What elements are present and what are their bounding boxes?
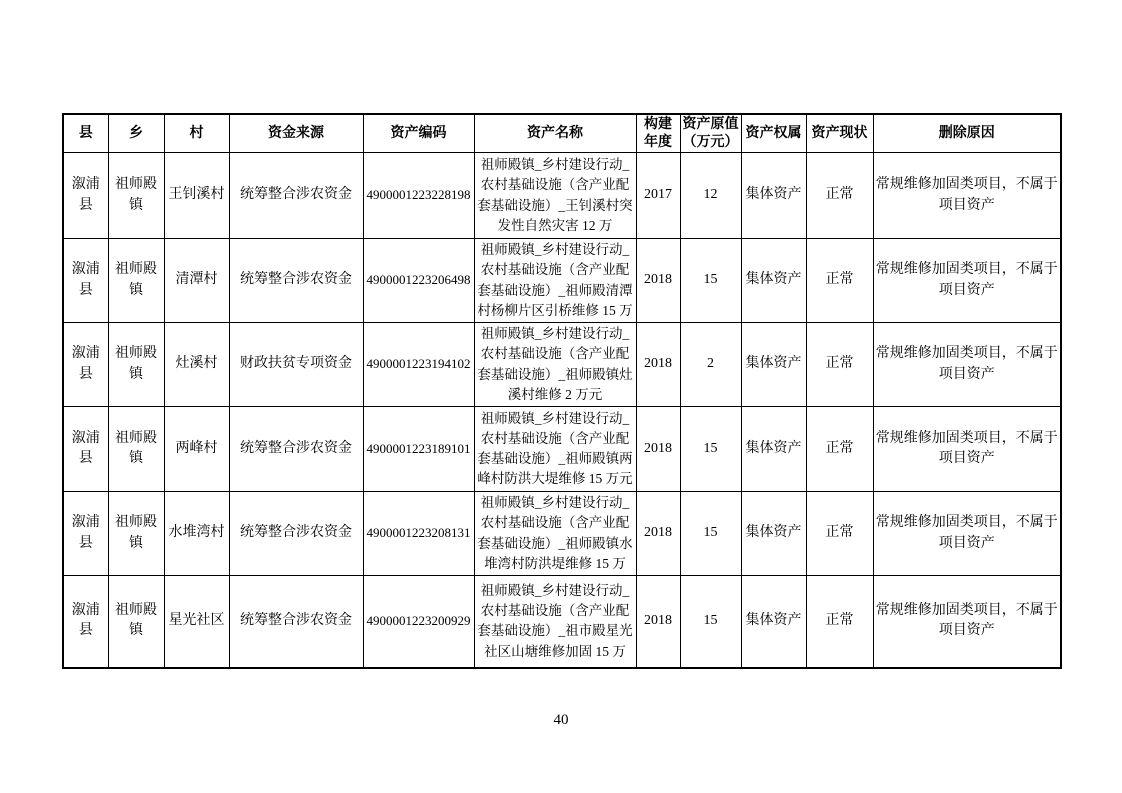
table-cell: 溆浦县 bbox=[63, 407, 108, 492]
column-header: 构建年度 bbox=[636, 114, 680, 153]
table-cell: 统筹整合涉农资金 bbox=[229, 153, 363, 239]
table-cell: 溆浦县 bbox=[63, 239, 108, 323]
table-row bbox=[63, 492, 1061, 576]
table-cell: 正常 bbox=[806, 323, 873, 407]
table-cell: 4900001223206498 bbox=[363, 239, 474, 323]
table-row bbox=[63, 239, 1061, 323]
table-cell: 集体资产 bbox=[741, 492, 806, 576]
table-cell: 集体资产 bbox=[741, 153, 806, 239]
table-cell: 星光社区 bbox=[164, 576, 229, 668]
table-cell: 祖师殿镇_乡村建设行动_农村基础设施（含产业配套基础设施）_王钊溪村突发性自然灾害 12 万 bbox=[474, 153, 636, 239]
table-cell: 财政扶贫专项资金 bbox=[229, 323, 363, 407]
table-cell: 正常 bbox=[806, 576, 873, 668]
asset-table bbox=[62, 113, 1062, 669]
table-row bbox=[63, 323, 1061, 407]
table-cell: 统筹整合涉农资金 bbox=[229, 492, 363, 576]
table-cell: 集体资产 bbox=[741, 239, 806, 323]
table-cell: 正常 bbox=[806, 153, 873, 239]
table-cell: 集体资产 bbox=[741, 576, 806, 668]
table-cell: 祖师殿镇_乡村建设行动_农村基础设施（含产业配套基础设施）_祖师殿镇两峰村防洪大堤维修 15 万元 bbox=[474, 407, 636, 492]
table-cell: 4900001223208131 bbox=[363, 492, 474, 576]
column-header: 县 bbox=[63, 114, 108, 153]
table-cell: 两峰村 bbox=[164, 407, 229, 492]
table-cell: 清潭村 bbox=[164, 239, 229, 323]
table-cell: 2018 bbox=[636, 239, 680, 323]
table-cell: 溆浦县 bbox=[63, 153, 108, 239]
table-cell: 祖师殿镇 bbox=[108, 407, 164, 492]
table-cell: 祖师殿镇_乡村建设行动_农村基础设施（含产业配套基础设施）_祖师殿镇水堆湾村防洪堤维修 15 万 bbox=[474, 492, 636, 576]
table-cell: 集体资产 bbox=[741, 323, 806, 407]
table-cell: 15 bbox=[680, 492, 741, 576]
table-cell: 2 bbox=[680, 323, 741, 407]
table-cell: 2018 bbox=[636, 323, 680, 407]
column-header: 村 bbox=[164, 114, 229, 153]
table-row bbox=[63, 407, 1061, 492]
column-header: 删除原因 bbox=[873, 114, 1061, 153]
table-cell: 4900001223189101 bbox=[363, 407, 474, 492]
table-cell: 祖师殿镇_乡村建设行动_农村基础设施（含产业配套基础设施）_祖师殿镇灶溪村维修 2 万元 bbox=[474, 323, 636, 407]
table-cell: 正常 bbox=[806, 407, 873, 492]
table-row bbox=[63, 576, 1061, 668]
table-cell: 集体资产 bbox=[741, 407, 806, 492]
table-cell: 常规维修加固类项目，不属于项目资产 bbox=[873, 492, 1061, 576]
page-number: 40 bbox=[553, 712, 569, 728]
table-cell: 灶溪村 bbox=[164, 323, 229, 407]
table-cell: 15 bbox=[680, 407, 741, 492]
table-cell: 统筹整合涉农资金 bbox=[229, 576, 363, 668]
table-cell: 2017 bbox=[636, 153, 680, 239]
table-cell: 祖师殿镇 bbox=[108, 323, 164, 407]
table-cell: 常规维修加固类项目，不属于项目资产 bbox=[873, 323, 1061, 407]
table-cell: 溆浦县 bbox=[63, 492, 108, 576]
table-cell: 15 bbox=[680, 576, 741, 668]
column-header: 资产现状 bbox=[806, 114, 873, 153]
table-cell: 4900001223228198 bbox=[363, 153, 474, 239]
table-cell: 祖师殿镇_乡村建设行动_农村基础设施（含产业配套基础设施）_祖师殿清潭村杨柳片区引桥维修 15 万 bbox=[474, 239, 636, 323]
table-cell: 12 bbox=[680, 153, 741, 239]
table-body bbox=[63, 153, 1061, 668]
table-cell: 祖师殿镇 bbox=[108, 492, 164, 576]
table-header-row bbox=[63, 114, 1061, 153]
table-cell: 2018 bbox=[636, 576, 680, 668]
table-cell: 4900001223194102 bbox=[363, 323, 474, 407]
table-cell: 王钊溪村 bbox=[164, 153, 229, 239]
table-row bbox=[63, 153, 1061, 239]
table-cell: 4900001223200929 bbox=[363, 576, 474, 668]
table-cell: 水堆湾村 bbox=[164, 492, 229, 576]
column-header: 资产原值（万元） bbox=[680, 114, 741, 153]
table-cell: 溆浦县 bbox=[63, 323, 108, 407]
column-header: 资产权属 bbox=[741, 114, 806, 153]
column-header: 乡 bbox=[108, 114, 164, 153]
table-cell: 祖师殿镇 bbox=[108, 576, 164, 668]
column-header: 资产名称 bbox=[474, 114, 636, 153]
column-header: 资产编码 bbox=[363, 114, 474, 153]
table-cell: 统筹整合涉农资金 bbox=[229, 239, 363, 323]
column-header: 资金来源 bbox=[229, 114, 363, 153]
table-cell: 统筹整合涉农资金 bbox=[229, 407, 363, 492]
table-cell: 2018 bbox=[636, 492, 680, 576]
table-cell: 正常 bbox=[806, 239, 873, 323]
table-cell: 祖师殿镇 bbox=[108, 239, 164, 323]
table-cell: 常规维修加固类项目，不属于项目资产 bbox=[873, 407, 1061, 492]
table-cell: 15 bbox=[680, 239, 741, 323]
table-cell: 常规维修加固类项目，不属于项目资产 bbox=[873, 239, 1061, 323]
table-cell: 祖师殿镇_乡村建设行动_农村基础设施（含产业配套基础设施）_祖市殿星光社区山塘维修加固 15 万 bbox=[474, 576, 636, 668]
table-cell: 正常 bbox=[806, 492, 873, 576]
table-cell: 祖师殿镇 bbox=[108, 153, 164, 239]
table-cell: 常规维修加固类项目，不属于项目资产 bbox=[873, 576, 1061, 668]
table-cell: 2018 bbox=[636, 407, 680, 492]
table-cell: 溆浦县 bbox=[63, 576, 108, 668]
table-cell: 常规维修加固类项目，不属于项目资产 bbox=[873, 153, 1061, 239]
